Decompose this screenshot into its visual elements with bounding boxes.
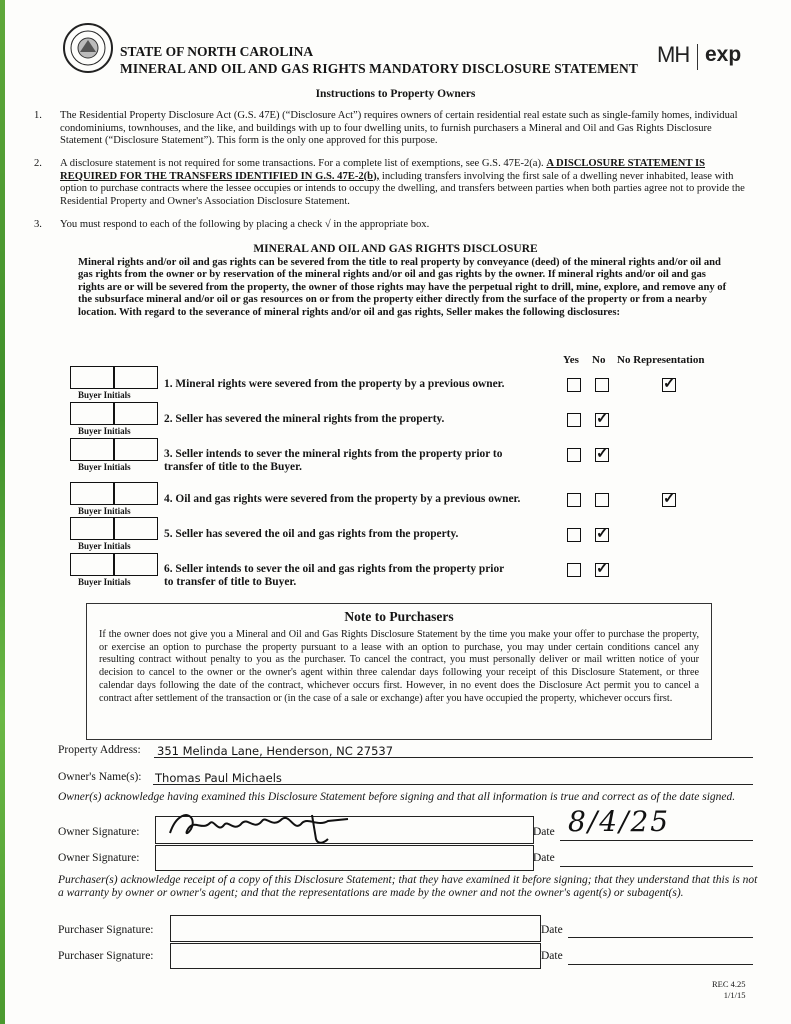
- purchaser-date-label-2: Date: [541, 950, 563, 962]
- owner-date-line-1: [560, 840, 753, 841]
- initials-box-b[interactable]: [114, 482, 158, 505]
- owner-date-label-2: Date: [533, 852, 555, 864]
- property-address-field[interactable]: 351 Melinda Lane, Henderson, NC 27537: [157, 744, 394, 758]
- initials-box-a[interactable]: [70, 517, 114, 540]
- question-text: 1. Mineral rights were severed from the property by a previous owner.: [164, 378, 505, 390]
- question-4: [164, 493, 520, 506]
- initials-box-a[interactable]: [70, 366, 114, 389]
- purchaser-date-line-1: [568, 937, 753, 938]
- owner-date-label-1: Date: [533, 826, 555, 838]
- note-to-purchasers: [86, 603, 712, 740]
- purchaser-signature-label-2: Purchaser Signature:: [58, 950, 154, 962]
- buyer-initials-6[interactable]: [70, 553, 158, 585]
- buyer-initials-4[interactable]: [70, 482, 158, 514]
- question-text: 6. Seller intends to sever the oil and gas rights from the property prior: [164, 563, 505, 575]
- checkbox-no-q6[interactable]: [595, 563, 609, 577]
- form-title: MINERAL AND OIL AND GAS RIGHTS MANDATORY DISCLOSURE STATEMENT: [120, 61, 638, 76]
- question-3: [164, 448, 502, 474]
- instruction-3-text: You must respond to each of the following by placing a check √ in the appropriate box.: [60, 219, 430, 230]
- exp-logo: exp: [705, 43, 742, 66]
- buyer-initials-2[interactable]: [70, 402, 158, 434]
- disclosure-intro: Mineral rights and/or oil and gas rights can be severed from the title to real property by conveyance (deed) of the mineral rights and/or oil and gas rights from the owner or by reservation of the mineral rights and/or oil and gas rights by the owner. If mineral rights and/or oil and gas rights are or will be severed from the property, the owner of those rights may have the perpetual right to drill, mine, explore, and remove any of the subsurface mineral and/or oil or gas resources on or from the property either directly from the surface of the property or from a nearby location. With regard to the severance of mineral rights and/or oil and gas rights, Seller makes the following disclosures:: [78, 257, 727, 318]
- owner-signature-field-2[interactable]: [155, 845, 534, 871]
- owner-name-line: [153, 784, 753, 785]
- owner-signature-field-1[interactable]: [155, 816, 534, 844]
- owner-date-line-2: [560, 866, 753, 867]
- buyer-initials-label: Buyer Initials: [78, 577, 131, 587]
- instructions-title: Instructions to Property Owners: [315, 88, 476, 100]
- checkbox-no-q2[interactable]: [595, 413, 609, 427]
- question-text: 5. Seller has severed the oil and gas rights from the property.: [164, 528, 459, 540]
- initials-box-b[interactable]: [114, 553, 158, 576]
- owner-signature-image: [162, 809, 402, 843]
- state-name: STATE OF NORTH CAROLINA: [120, 44, 314, 59]
- form-footer: [712, 979, 746, 1001]
- form-header: [120, 43, 638, 77]
- checkmark-icon: ✓: [663, 376, 676, 392]
- buyer-initials-label: Buyer Initials: [78, 462, 131, 472]
- checkmark-icon: ✓: [596, 411, 609, 427]
- checkbox-norep-q1[interactable]: [662, 378, 676, 392]
- col-no: No: [592, 354, 606, 366]
- checkbox-yes-q1[interactable]: [567, 378, 581, 392]
- purchaser-acknowledgement: Purchaser(s) acknowledge receipt of a copy of this Disclosure Statement; that they have examined it before signing; that they understand that this is not a warranty by owner or owner's agent; and that the representations are made by the owner and not the owner's agent(s) or subagent(s).: [58, 874, 758, 899]
- question-text: 3. Seller intends to sever the mineral rights from the property prior to: [164, 448, 503, 460]
- checkmark-icon: ✓: [663, 491, 676, 507]
- owner-name-label: Owner's Name(s):: [58, 771, 142, 783]
- instruction-1-text: The Residential Property Disclosure Act (G.S. 47E) (“Disclosure Act”) requires owners of certain residential real estate such as single-family homes, individual condominiums, townhouses, and the like, and buildings with up to four dwelling units, to furnish purchasers a Mineral and Oil and Gas Rights Disclosure Statement (“Disclosure Statement”). This form is the only one approved for this purpose.: [60, 110, 738, 147]
- checkbox-norep-q4[interactable]: [662, 493, 676, 507]
- checkmark-icon: ✓: [596, 526, 609, 542]
- question-6: [164, 563, 504, 589]
- checkbox-yes-q5[interactable]: [567, 528, 581, 542]
- instruction-1: 1. The Residential Property Disclosure Act (G.S. 47E) (“Disclosure Act”) requires owners of certain residential real estate such as single-family homes, individual condominiums, townhouses, and the like, and buildings with up to four dwelling units, to furnish purchasers a Mineral and Oil and Gas Rights Disclosure Statement (“Disclosure Statement”). This form is the only one approved for this purpose.: [34, 110, 738, 147]
- initials-box-b[interactable]: [114, 402, 158, 425]
- purchaser-signature-label-1: Purchaser Signature:: [58, 924, 154, 936]
- checkmark-icon: ✓: [596, 446, 609, 462]
- checkbox-yes-q3[interactable]: [567, 448, 581, 462]
- instruction-2-emphasis: A DISCLOSURE STATEMENT IS REQUIRED FOR THE TRANSFERS IDENTIFIED IN G.S. 47E-2(b),: [60, 158, 705, 182]
- question-1: [164, 378, 505, 391]
- col-no-representation: No Representation: [617, 354, 705, 366]
- mh-logo: MH: [657, 42, 690, 67]
- note-title: Note to Purchasers: [344, 609, 454, 624]
- initials-box-a[interactable]: [70, 402, 114, 425]
- buyer-initials-label: Buyer Initials: [78, 390, 131, 400]
- purchaser-date-label-1: Date: [541, 924, 563, 936]
- question-text: 4. Oil and gas rights were severed from the property by a previous owner.: [164, 493, 521, 505]
- checkmark-icon: ✓: [596, 561, 609, 577]
- purchaser-signature-field-2[interactable]: [170, 943, 541, 969]
- checkbox-no-q5[interactable]: [595, 528, 609, 542]
- initials-box-b[interactable]: [114, 366, 158, 389]
- question-text: 2. Seller has severed the mineral rights from the property.: [164, 413, 445, 425]
- checkbox-yes-q4[interactable]: [567, 493, 581, 507]
- initials-box-b[interactable]: [114, 438, 158, 461]
- checkbox-no-q1[interactable]: [595, 378, 609, 392]
- owner-date-field-1[interactable]: 8/4/25: [568, 805, 671, 838]
- brokerage-logos: [655, 42, 765, 76]
- owner-name-field[interactable]: Thomas Paul Michaels: [155, 771, 282, 785]
- buyer-initials-5[interactable]: [70, 517, 158, 549]
- question-text-cont: transfer of title to the Buyer.: [164, 461, 302, 473]
- question-5: [164, 528, 458, 541]
- checkbox-yes-q2[interactable]: [567, 413, 581, 427]
- purchaser-signature-field-1[interactable]: [170, 915, 541, 942]
- state-seal-icon: [62, 22, 114, 74]
- initials-box-a[interactable]: [70, 482, 114, 505]
- purchaser-date-line-2: [568, 964, 753, 965]
- instruction-3: 3. You must respond to each of the following by placing a check √ in the appropriate box.: [34, 219, 430, 230]
- scan-edge: [0, 0, 5, 1024]
- col-yes: Yes: [563, 354, 579, 366]
- question-text-cont: to transfer of title to Buyer.: [164, 576, 297, 588]
- checkbox-no-q4[interactable]: [595, 493, 609, 507]
- owner-signature-label-1: Owner Signature:: [58, 826, 140, 838]
- buyer-initials-3[interactable]: [70, 438, 158, 470]
- note-body: If the owner does not give you a Mineral and Oil and Gas Rights Disclosure Statement by the time you make your offer to purchase the property, or exercise an option to purchase the property pursuant to a lease with an option to purchase, you may under certain conditions cancel any resulting contract without penalty to you as the purchaser. To cancel the contract, you must personally deliver or mail written notice of your decision to cancel to the owner or the owner's agent within three calendar days following your receipt of this Disclosure Statement, or three calendar days following the date of the contract, whichever occurs first. However, in no event does the Disclosure Act permit you to cancel a contract after settlement of the transaction or (in the case of a sale or exchange) after you have occupied the property, whichever occurs first.: [99, 629, 699, 704]
- owner-signature-label-2: Owner Signature:: [58, 852, 140, 864]
- checkbox-yes-q6[interactable]: [567, 563, 581, 577]
- buyer-initials-label: Buyer Initials: [78, 426, 131, 436]
- logo-divider: [697, 44, 698, 70]
- instruction-2: 2. A disclosure statement is not required for some transactions. For a complete list of exemptions, see G.S. 47E-2(a). A DISCLOSURE STATEMENT IS REQUIRED FOR THE TRANSFERS IDENTIFIED IN G.S. 47E-2(b), including transfers involving the first sale of a dwelling never inhabited, lease with option to purchase contracts where the lessee occupies or intends to occupy the dwelling, and transfers between parties when both parties agree not to provide the Residential Property and Owner's Association Disclosure Statement.: [34, 158, 745, 207]
- property-address-label: Property Address:: [58, 744, 141, 756]
- buyer-initials-1[interactable]: [70, 366, 158, 398]
- property-address-line: [154, 757, 753, 758]
- initials-box-b[interactable]: [114, 517, 158, 540]
- checkbox-no-q3[interactable]: [595, 448, 609, 462]
- owner-acknowledgement: Owner(s) acknowledge having examined this Disclosure Statement before signing and that all information is true and correct as of the date signed.: [58, 791, 736, 803]
- form-code: REC 4.25: [712, 979, 746, 989]
- initials-box-a[interactable]: [70, 553, 114, 576]
- form-date: 1/1/15: [723, 990, 746, 1000]
- disclosure-title: MINERAL AND OIL AND GAS RIGHTS DISCLOSURE: [253, 243, 538, 255]
- buyer-initials-label: Buyer Initials: [78, 541, 131, 551]
- initials-box-a[interactable]: [70, 438, 114, 461]
- buyer-initials-label: Buyer Initials: [78, 506, 131, 516]
- question-2: [164, 413, 444, 426]
